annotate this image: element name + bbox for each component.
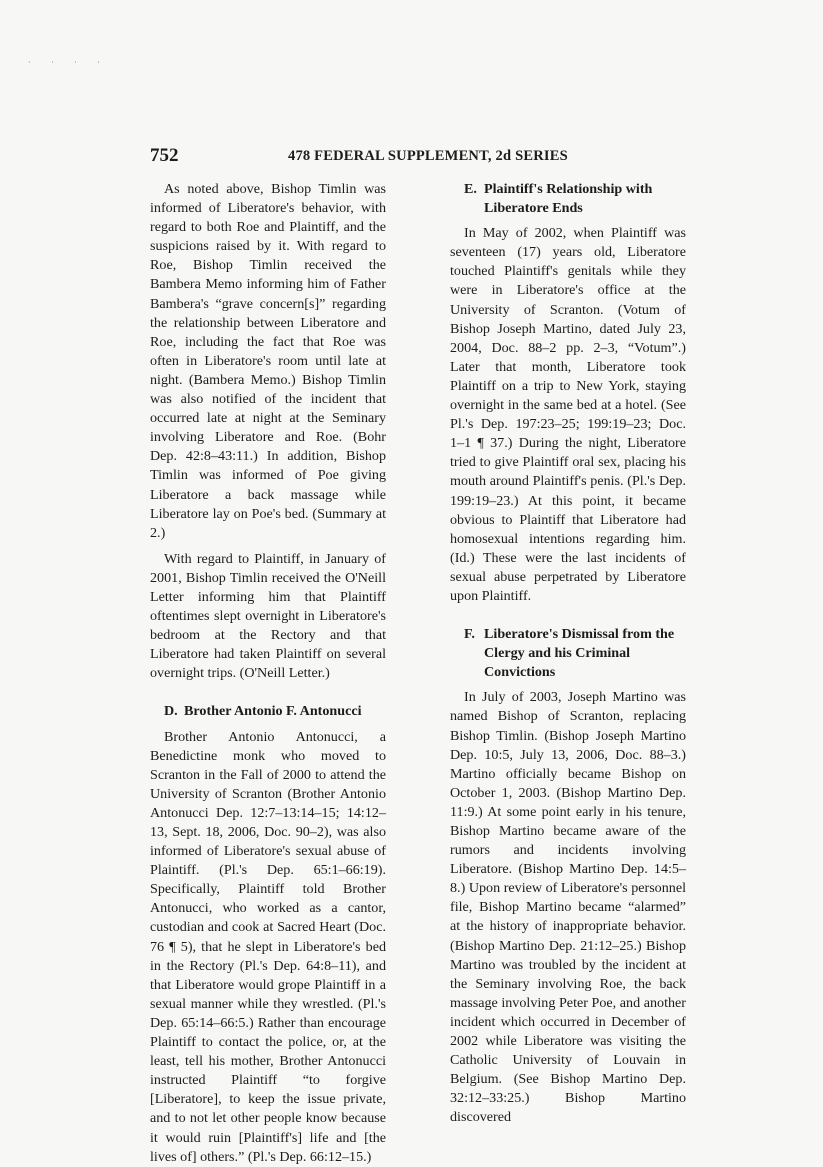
section-letter: D. — [164, 703, 178, 720]
section-letter: E. — [464, 181, 477, 197]
section-heading-f — [450, 625, 686, 682]
left-column — [150, 180, 386, 1167]
section-letter: F. — [464, 626, 475, 643]
page-number: 752 — [150, 145, 179, 166]
right-column — [450, 180, 686, 1128]
section-heading-d — [150, 702, 386, 721]
paragraph: Brother Antonio Antonucci, a Benedictine monk who moved to Scranton in the Fall of 2000 to attend the University of Scranton (Brother Antonio Antonucci Dep. 12:7–13:14–15; 14:12–13, Sept. 18, 2006, Doc. 90–2), was also informed of Liberatore's sexual abuse of Plaintiff. (Pl.'s Dep. 65:1–66:19). Specifically, Plaintiff told Brother Antonucci, who worked as a cantor, custodian and cook at Sacred Heart (Doc. 76 ¶ 5), that he slept in Liberatore's bed in the Rectory (Pl.'s Dep. 64:8–11), and that Liberatore would grope Plaintiff in a sexual manner while they wrestled. (Pl.'s Dep. 65:14–66:5.) Rather than encourage Plaintiff to contact the police, or, at the least, tell his mother, Brother Antonucci instructed Plaintiff “to forgive [Liberatore], to keep the issue private, and to not let other people know because it would ruin [Plaintiff's] life and [the lives of] others.” (Pl.'s Dep. 66:12–15.) — [150, 728, 386, 1165]
running-head: 478 FEDERAL SUPPLEMENT, 2d SERIES — [288, 148, 568, 164]
paragraph: With regard to Plaintiff, in January of 2001, Bishop Timlin received the O'Neill Letter informing him that Plaintiff oftentimes slept overnight in Liberatore's bedroom at the Rectory and that Liberatore had taken Plaintiff on several overnight trips. (O'Neill Letter.) — [150, 550, 386, 682]
paragraph: As noted above, Bishop Timlin was informed of Liberatore's behavior, with regard to both Roe and Plaintiff, and the suspicions raised by it. With regard to Roe, Bishop Timlin received the Bambera Memo informing him of Father Bambera's “grave concern[s]” regarding the relationship between Liberatore and Roe, including the fact that Roe was often in Liberatore's room until late at night. (Bambera Memo.) Bishop Timlin was also notified of the incident that occurred late at night at the Seminary involving Liberatore and Roe. (Bohr Dep. 42:8–43:11.) In addition, Bishop Timlin was informed of Poe giving Liberatore a back massage while Liberatore lay on Poe's bed. (Summary at 2.) — [150, 181, 386, 541]
section-title: Liberatore's Dismissal from the Clergy and his Criminal Convictions — [484, 626, 675, 681]
paragraph: In May of 2002, when Plaintiff was seventeen (17) years old, Liberatore touched Plaintiff's genitals while they were in Liberatore's office at the University of Scranton. (Votum of Bishop Joseph Martino, dated July 23, 2004, Doc. 88–2 pp. 2–3, “Votum”.) Later that month, Liberatore took Plaintiff on a trip to New York, staying overnight in the same bed at a hotel. (See Pl.'s Dep. 197:23–25; 199:19–23; Doc. 1–1 ¶ 37.) During the night, Liberatore tried to give Plaintiff oral sex, placing his mouth around Plaintiff's penis. (Pl.'s Dep. 199:19–23.) At this point, it became obvious to Plaintiff that Liberatore had homosexual intentions regarding him. (Id.) These were the last incidents of sexual abuse perpetrated by Liberatore upon Plaintiff. — [450, 225, 686, 604]
section-heading-e — [450, 180, 686, 218]
section-title: Plaintiff's Relationship with Liberatore Ends — [484, 181, 653, 217]
paragraph: In July of 2003, Joseph Martino was named Bishop of Scranton, replacing Bishop Timlin. (Bishop Joseph Martino Dep. 10:5, July 13, 2006, Doc. 88–3.) Martino officially became Bishop on October 1, 2003. (Bishop Martino Dep. 11:9.) At some point early in his tenure, Bishop Martino became aware of the rumors and incidents involving Liberatore. (Bishop Martino Dep. 14:5–8.) Upon review of Liberatore's personnel file, Bishop Martino became “alarmed” at the history of inappropriate behavior. (Bishop Martino Dep. 21:12–25.) Bishop Martino was troubled by the incident at the Seminary involving Roe, the back massage involving Peter Poe, and another incident which occurred in December of 2002 while Liberatore was visiting the Catholic University of Louvain in Belgium. (See Bishop Martino Dep. 32:12–33:25.) Bishop Martino discovered — [450, 689, 686, 1126]
section-title: Brother Antonio F. Antonucci — [184, 703, 362, 720]
scan-specks: · · · · — [28, 58, 109, 67]
page-header — [150, 145, 700, 169]
